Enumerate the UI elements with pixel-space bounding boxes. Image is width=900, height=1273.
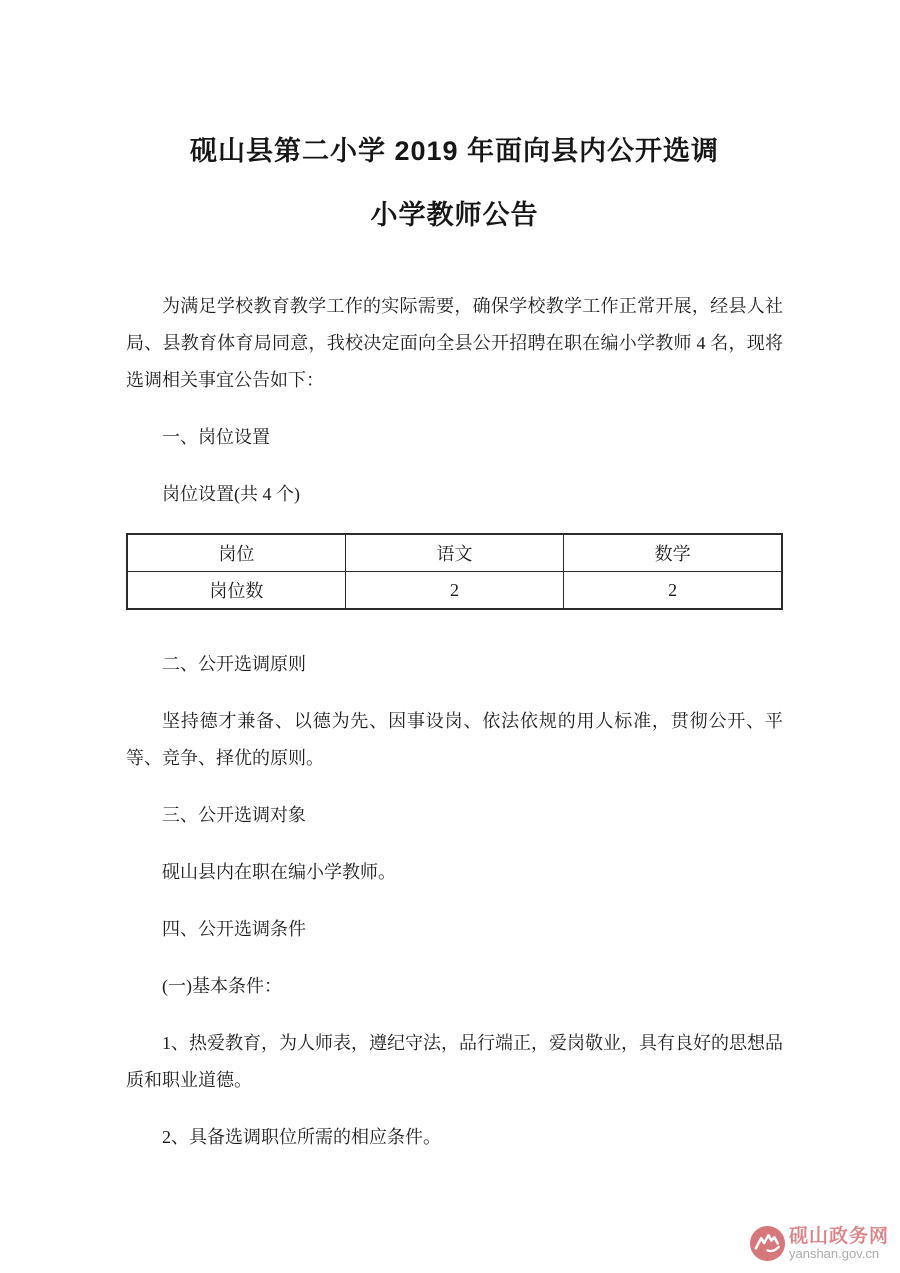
table-header-cell-math: 数学 [564,534,782,572]
section-heading-3: 三、公开选调对象 [162,805,306,825]
mountain-m-icon [750,1226,785,1261]
paragraph-section3: 砚山县内在职在编小学教师。 [162,862,396,882]
site-url: yanshan.gov.cn [788,1245,880,1261]
table-header-cell-position: 岗位 [127,534,345,572]
condition-item-2: 2、具备选调职位所需的相应条件。 [162,1127,441,1147]
section-heading-2: 二、公开选调原则 [162,654,306,674]
section-heading-1: 一、岗位设置 [162,427,270,447]
section-heading-4: 四、公开选调条件 [162,919,306,939]
paragraph-intro: 为满足学校教育教学工作的实际需要，确保学校教学工作正常开展，经县人社局、县教育体育局同意，我校决定面向全县公开招聘在职在编小学教师 4 名，现将选调相关事宜公告如下： [126,296,783,390]
table-cell-chinese-count: 2 [345,572,563,610]
footer-logo [750,1226,889,1261]
document-title-line2: 小学教师公告 [370,200,539,230]
table-cell-position-count-label: 岗位数 [127,572,345,610]
document-title-line1: 砚山县第二小学 2019 年面向县内公开选调 [189,136,720,166]
footer-logo-text [789,1227,889,1261]
table-header-row [127,534,782,572]
paragraph-section2: 坚持德才兼备、以德为先、因事设岗、依法依规的用人标准，贯彻公开、平等、竞争、择优的原则。 [126,711,783,768]
positions-table [126,533,783,610]
table-caption: 岗位设置(共 4 个) [162,484,300,504]
table-cell-math-count: 2 [564,572,782,610]
condition-item-1: 1、热爱教育，为人师表，遵纪守法，品行端正，爱岗敬业，具有良好的思想品质和职业道德。 [126,1033,783,1090]
section-sub-heading-basic-conditions: (一)基本条件： [162,976,282,996]
table-header-cell-chinese: 语文 [345,534,563,572]
table-row [127,572,782,610]
site-name: 砚山政务网 [788,1225,889,1247]
